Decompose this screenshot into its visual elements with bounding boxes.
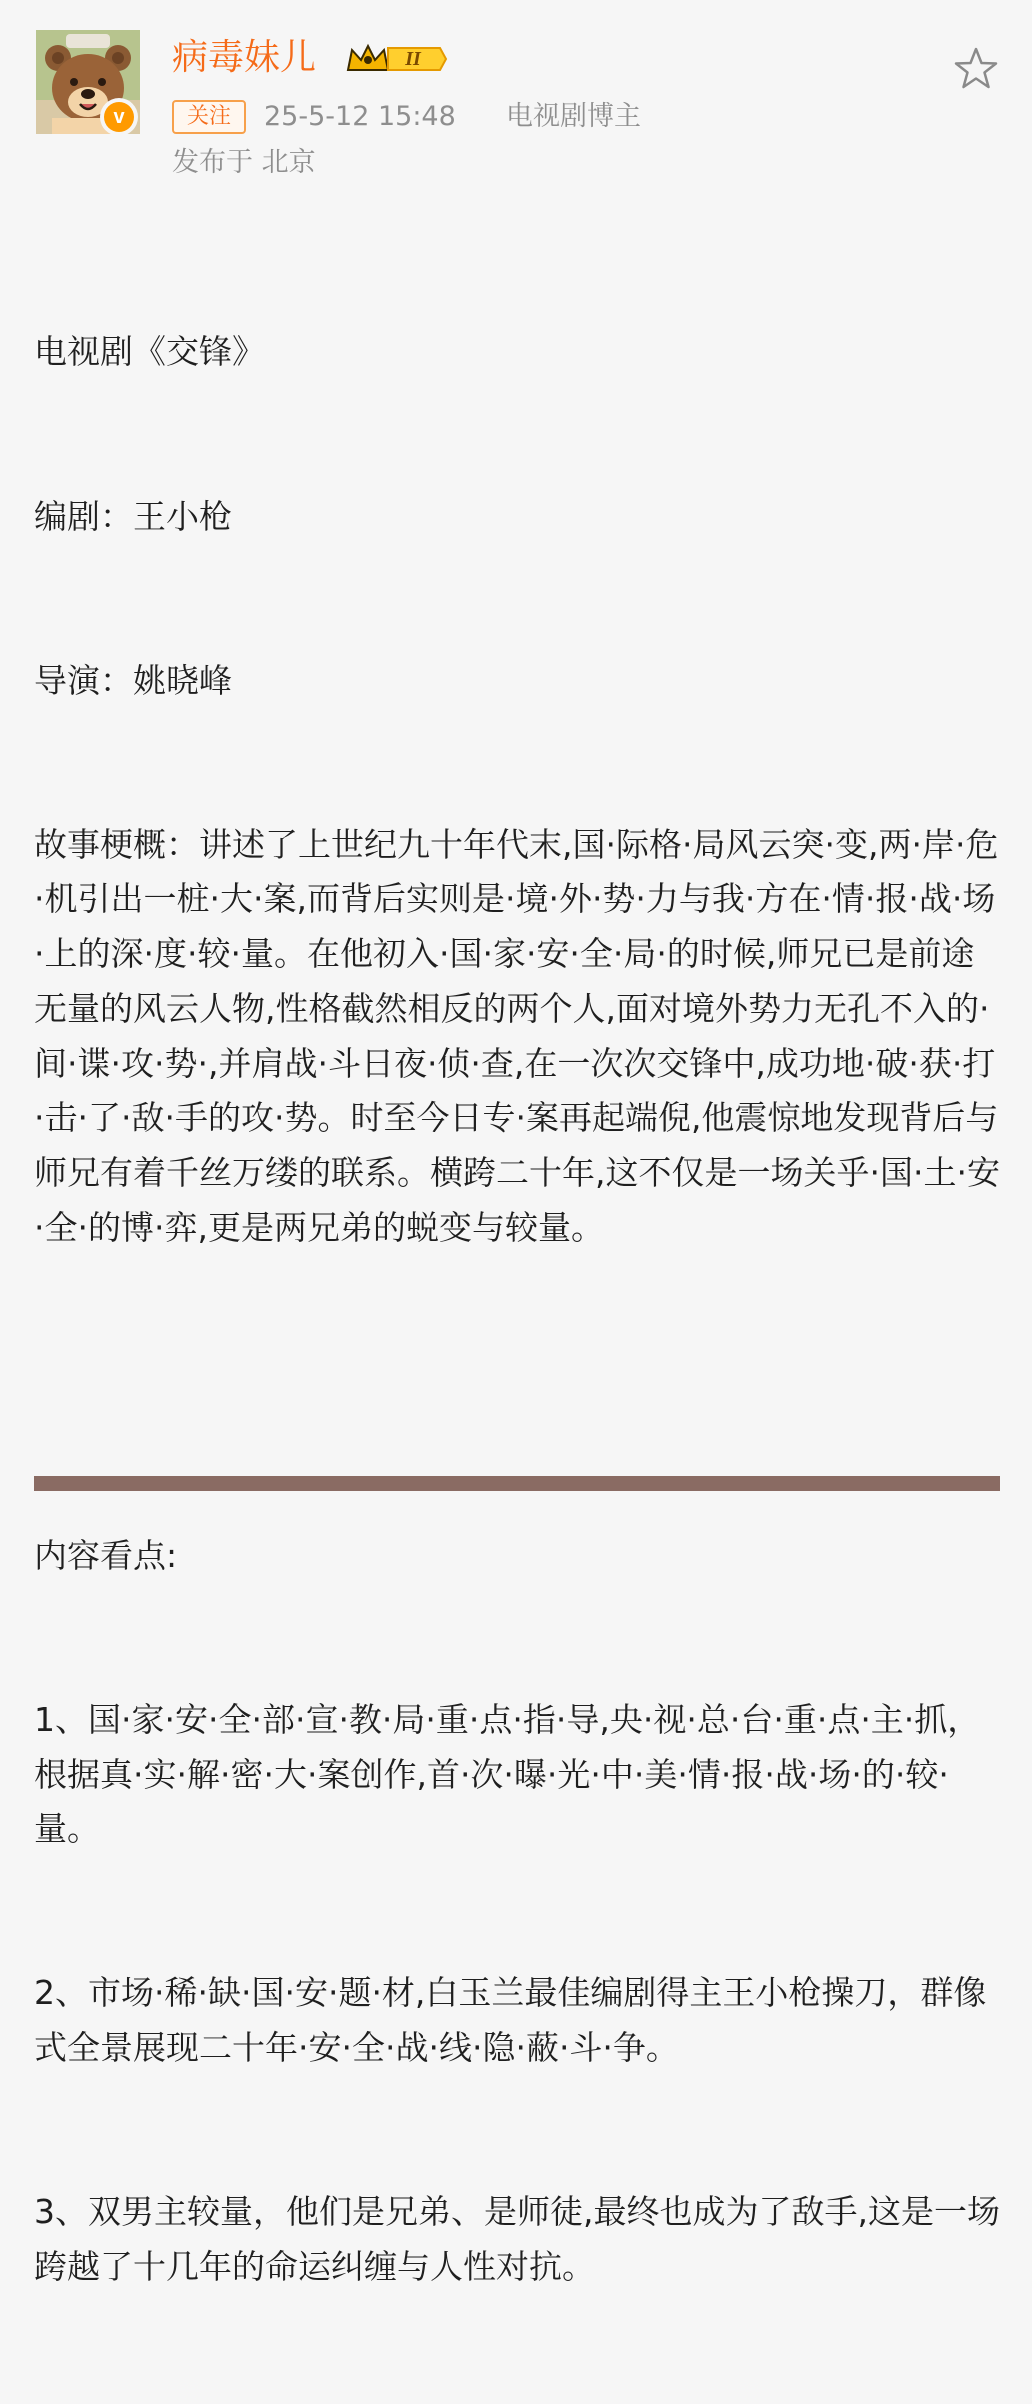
post-location: 发布于 北京 xyxy=(172,147,316,178)
post-title: 电视剧《交锋》 xyxy=(34,332,265,372)
post-image-preview[interactable] xyxy=(34,1476,1000,1491)
follow-button[interactable]: 关注 xyxy=(172,100,246,134)
post-header xyxy=(0,0,1032,200)
paragraph-spacer xyxy=(34,1365,1002,1420)
post-writer: 编剧：王小枪 xyxy=(34,496,232,536)
post-timestamp: 25-5-12 15:48 xyxy=(264,101,456,132)
verified-icon: v xyxy=(104,102,134,132)
verified-badge xyxy=(100,98,138,136)
highlights-title: 内容看点: xyxy=(34,1535,178,1575)
level-badge-label: II xyxy=(405,48,421,70)
star-icon[interactable] xyxy=(950,44,1002,96)
post-synopsis: 故事梗概：讲述了上世纪九十年代末,国·际格·局风云突·变,两·岸·危·机引出一桩·大·案,而背后实则是·境·外·势·力与我·方在·情·报·战·场·上的深·度·较·量。在他初入·国·家·安·全·局·的时候,师兄已是前途无量的风云人物,性格截然相反的两个人,面对境外势力无孔不入的·间·谍·攻·势·,并肩战·斗日夜·侦·查,在一次次交锋中,成功地·破·获·打·击·了·敌·手的攻·势。时至今日专·案再起端倪,他震惊地发现背后与师兄有着千丝万缕的联系。横跨二十年,这不仅是一场关乎·国·土·安·全·的博·弈,更是两兄弟的蜕变与较量。 xyxy=(34,824,1000,1247)
username[interactable]: 病毒妹儿 xyxy=(172,37,317,78)
highlight-item: 3、双男主较量，他们是兄弟、是师徒,最终也成为了敌手,这是一场跨越了十几年的命运纠缠与人性对抗。 xyxy=(34,2192,1000,2286)
author-role: 电视剧博主 xyxy=(506,101,641,132)
post-body xyxy=(34,216,1002,2404)
post-director: 导演：姚晓峰 xyxy=(34,660,232,700)
highlight-item: 2、市场·稀·缺·国·安·题·材,白玉兰最佳编剧得主王小枪操刀，群像式全景展现二十年·安·全·战·线·隐·蔽·斗·争。 xyxy=(34,1973,987,2068)
highlight-item: 1、国·家·安·全·部·宣·教·局·重·点·指·导,央·视·总·台·重·点·主·抓，根据真·实·解·密·大·案创作,首·次·曝·光·中·美·情·报·战·场·的·较·量。 xyxy=(34,1699,981,1849)
